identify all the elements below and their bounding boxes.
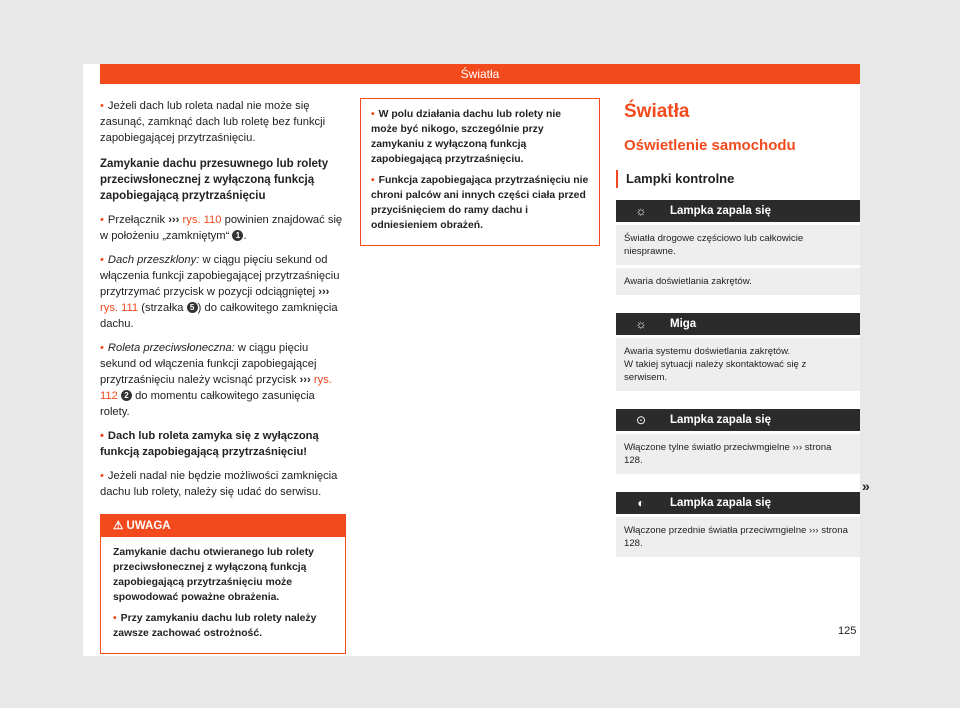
warning-bullet: • Przy zamykaniu dachu lub rolety należy zawsze zachować ostrożność. — [113, 611, 333, 641]
warning-triangle-icon: ⚠ — [113, 520, 124, 532]
lamp-description: Awaria doświetlania zakrętów. — [616, 268, 860, 295]
subheading: Zamykanie dachu przesuwnego lub rolety przeciwsłonecznej z wyłączoną funkcją zapobiegającą przytrzaśnięciu — [100, 158, 329, 202]
lamp-header: ⊙ Lampka zapala się — [616, 409, 860, 431]
lamp-description: Awaria systemu doświetlania zakrętów. W takiej sytuacji należy skontaktować się z serwisem. — [616, 338, 860, 391]
chapter-subtitle: Oświetlenie samochodu — [624, 137, 796, 154]
callout-number: 2 — [121, 390, 132, 401]
lamp-description: Włączone tylne światło przeciwmgielne ››› strona 128. — [616, 434, 860, 474]
lamp-header: ☼ Miga — [616, 313, 860, 335]
warning-bullet: • W polu działania dachu lub rolety nie może być nikogo, szczególnie przy zamykaniu z wyłączoną funkcją zapobiegającą przytrzaśnięciu. — [371, 107, 589, 167]
lamp-header: ◐ Lampka zapala się — [616, 492, 860, 514]
warning-text: Zamykanie dachu otwieranego lub rolety przeciwsłonecznej z wyłączoną funkcją zapobiegającą przytrzaśnięciu może spowodować poważne obrażenia. — [113, 547, 314, 603]
section-title: Lampki kontrolne — [616, 170, 860, 188]
bullet-closes: • Dach lub roleta zamyka się z wyłączoną funkcją zapobiegającą przytrzaśnięciu! — [100, 428, 346, 460]
lamp-description: Włączone przednie światła przeciwmgielne ››› strona 128. — [616, 517, 860, 557]
front-fog-light-icon: ◐ — [637, 496, 645, 510]
rear-fog-light-icon: ⊙ — [635, 413, 647, 427]
warning-label: UWAGA — [126, 520, 171, 532]
figure-link[interactable]: rys. 111 — [100, 302, 139, 314]
warning-continuation-box — [360, 98, 600, 246]
bullet-sunblind: • Roleta przeciwsłoneczna: w ciągu pięciu sekund od włączenia funkcji zapobiegającej przytrzaśnięciu należy wcisnąć przycisk ››› rys. 112 2 do momentu całkowitego zasunięcia rolety. — [100, 340, 346, 420]
figure-link[interactable]: rys. 110 — [182, 214, 222, 226]
warning-box — [100, 514, 346, 654]
light-indicator-icon: ☼ — [635, 317, 647, 331]
column-right — [616, 98, 860, 557]
figure-link[interactable]: rys. 112 — [100, 374, 332, 402]
column-middle — [360, 98, 600, 246]
lamp-description: Światła drogowe częściowo lub całkowicie niesprawne. — [616, 225, 860, 265]
page-number: 125 — [838, 625, 857, 637]
callout-number: 1 — [232, 230, 243, 241]
column-left — [100, 98, 346, 654]
intro-bullet: • Jeżeli dach lub roleta nadal nie może się zasunąć, zamknąć dach lub roletę bez funkcji zapobiegającej przytrzaśnięciu. — [100, 98, 346, 146]
chapter-title: Światła — [624, 101, 690, 122]
continue-marker: » — [862, 478, 870, 494]
bullet-switch: • Przełącznik ››› rys. 110 powinien znajdować się w położeniu „zamkniętym“ 1 . — [100, 212, 346, 244]
bullet-service: • Jeżeli nadal nie będzie możliwości zamknięcia dachu lub rolety, należy się udać do serwisu. — [100, 468, 346, 500]
bullet-glass-roof: • Dach przeszklony: w ciągu pięciu sekund od włączenia funkcji zapobiegającej przytrzaśnięciu przytrzymać przycisk w pozycji odciągniętej ››› rys. 111 (strzałka 5 ) do całkowitego zamknięcia dachu. — [100, 252, 346, 332]
warning-bullet: • Funkcja zapobiegająca przytrzaśnięciu nie chroni palców ani innych części ciała przed przyciśnięciem do ramy dachu i odniesieniem obrażeń. — [371, 173, 589, 233]
callout-number: 5 — [187, 302, 198, 313]
light-indicator-icon: ☼ — [635, 204, 647, 218]
lamp-header: ☼ Lampka zapala się — [616, 200, 860, 222]
warning-header — [101, 515, 345, 537]
page-header: Światła — [100, 64, 860, 84]
warning-body — [101, 537, 345, 653]
